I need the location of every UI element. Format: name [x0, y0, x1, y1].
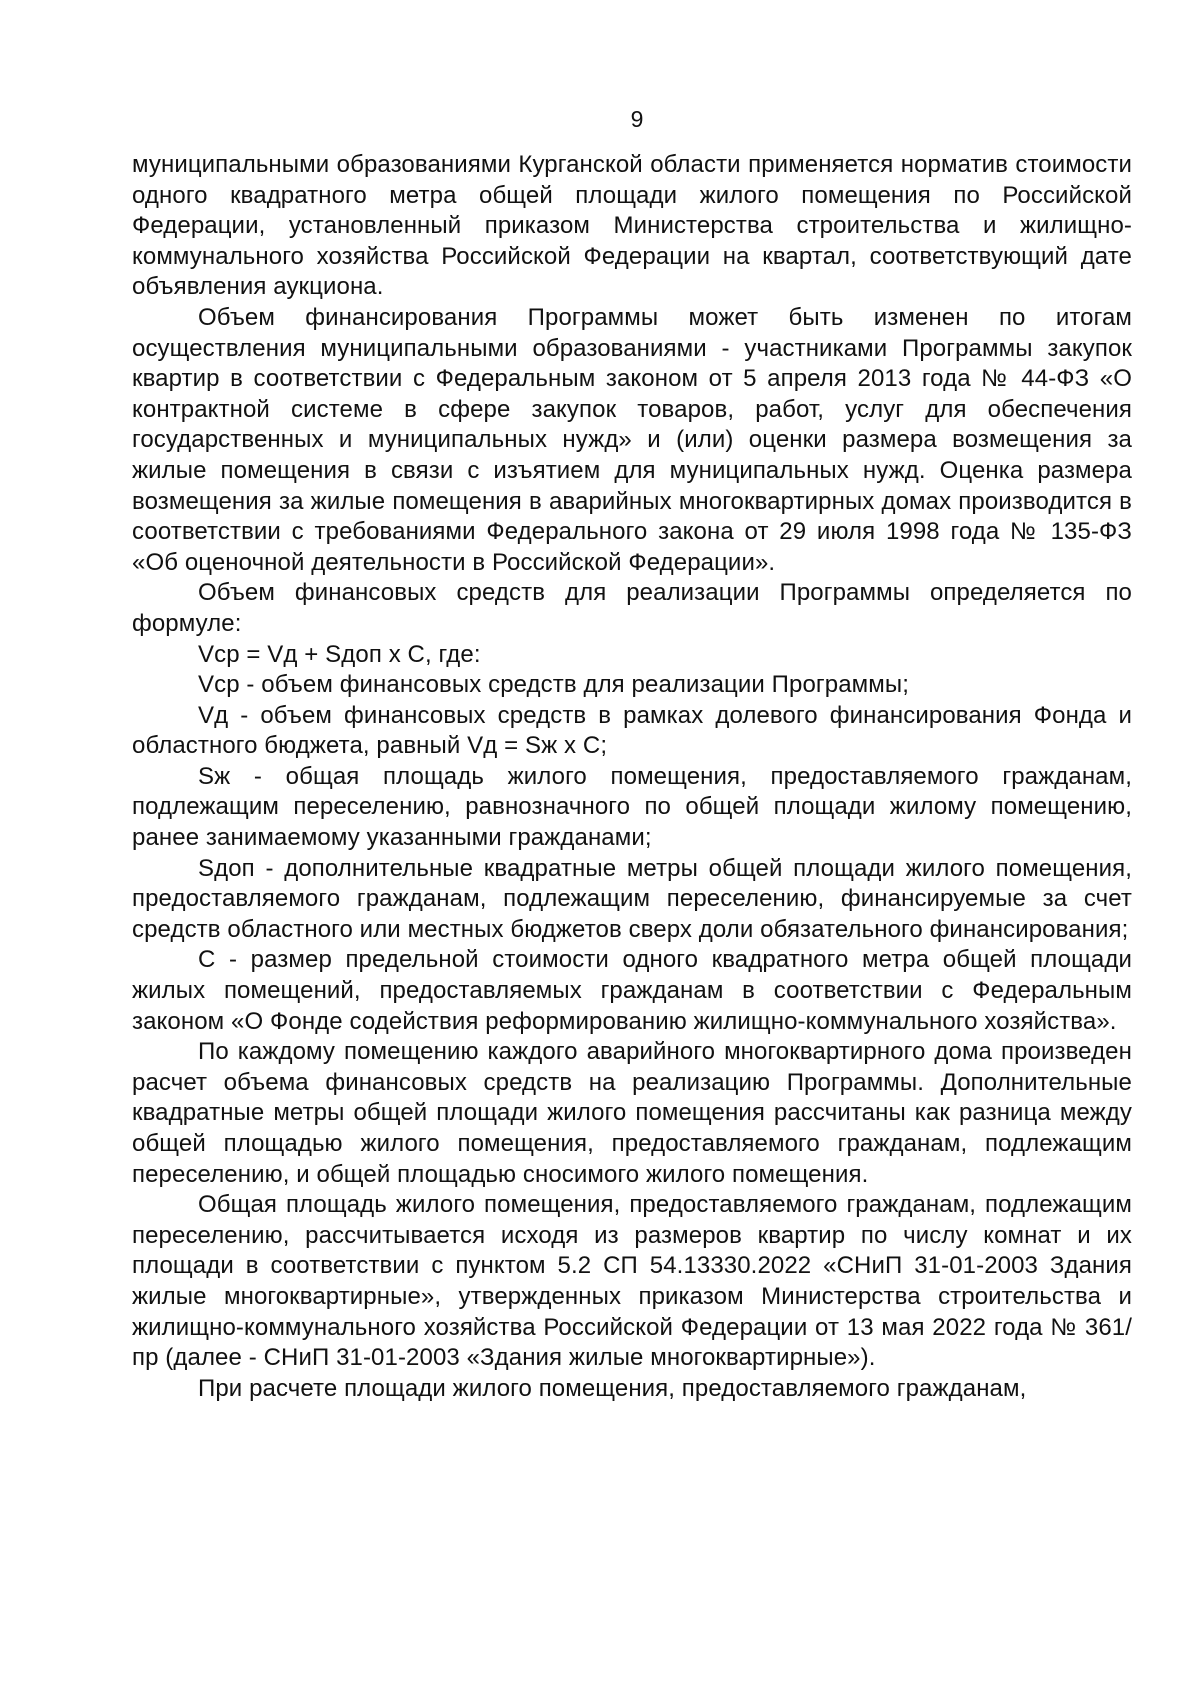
paragraph: С - размер предельной стоимости одного квадратного метра общей площади жилых помещений, предоставляемых гражданам в соответствии с Федеральным законом «О Фонде содействия реформированию жилищно-коммунального хозяйства». [132, 946, 1132, 1035]
page-number: 9 [630, 106, 644, 132]
paragraph: По каждому помещению каждого аварийного многоквартирного дома произведен расчет объема финансовых средств на реализацию Программы. Дополнительные квадратные метры общей площади жилого помещения рассчитаны как разница между общей площадью жилого помещения, предоставляемого гражданам, подлежащим переселению, и общей площадью сносимого жилого помещения. [132, 1038, 1132, 1188]
paragraph: Sдоп - дополнительные квадратные метры общей площади жилого помещения, предоставляемого гражданам, подлежащим переселению, финансируемые за счет средств областного или местных бюджетов сверх доли обязательного финансирования; [132, 854, 1132, 943]
paragraph: Объем финансирования Программы может быть изменен по итогам осуществления муниципальными образованиями - участниками Программы закупок квартир в соответствии с Федеральным законом от 5 апреля 2013 года № 44-ФЗ «О контрактной системе в сфере закупок товаров, работ, услуг для обеспечения государственных и муниципальных нужд» и (или) оценки размера возмещения за жилые помещения в связи с изъятием для муниципальных нужд. Оценка размера возмещения за жилые помещения в аварийных многоквартирных домах производится в соответствии с требованиями Федерального закона от 29 июля 1998 года № 135-ФЗ «Об оценочной деятельности в Российской Федерации». [132, 303, 1132, 576]
paragraph: Sж - общая площадь жилого помещения, предоставляемого гражданам, подлежащим переселению, равнозначного по общей площади жилому помещению, ранее занимаемому указанными гражданами; [132, 762, 1132, 852]
paragraph: Объем финансовых средств для реализации Программы определяется по формуле: [132, 579, 1132, 637]
paragraph: муниципальными образованиями Курганской области применяется норматив стоимости одного квадратного метра общей площади жилого помещения по Российской Федерации, установленный приказом Министерства строительства и жилищно-коммунального хозяйства Российской Федерации на квартал, соответствующий дате объявления аукциона. [132, 151, 1132, 301]
paragraph: Vср - объем финансовых средств для реализации Программы; [198, 671, 909, 699]
document-body [132, 150, 1132, 1404]
paragraph: При расчете площади жилого помещения, предоставляемого гражданам, [198, 1374, 1027, 1402]
paragraph: Vд - объем финансовых средств в рамках долевого финансирования Фонда и областного бюджета, равный Vд = Sж х С; [132, 701, 1132, 760]
paragraph: Vср = Vд + Sдоп х С, где: [198, 640, 481, 668]
paragraph: Общая площадь жилого помещения, предоставляемого гражданам, подлежащим переселению, рассчитывается исходя из размеров квартир по числу комнат и их площади в соответствии с пунктом 5.2 СП 54.13330.2022 «СНиП 31-01-2003 Здания жилые многоквартирные», утвержденных приказом Министерства строительства и жилищно-коммунального хозяйства Российской Федерации от 13 мая 2022 года № 361/пр (далее - СНиП 31-01-2003 «Здания жилые многоквартирные»). [132, 1191, 1132, 1372]
